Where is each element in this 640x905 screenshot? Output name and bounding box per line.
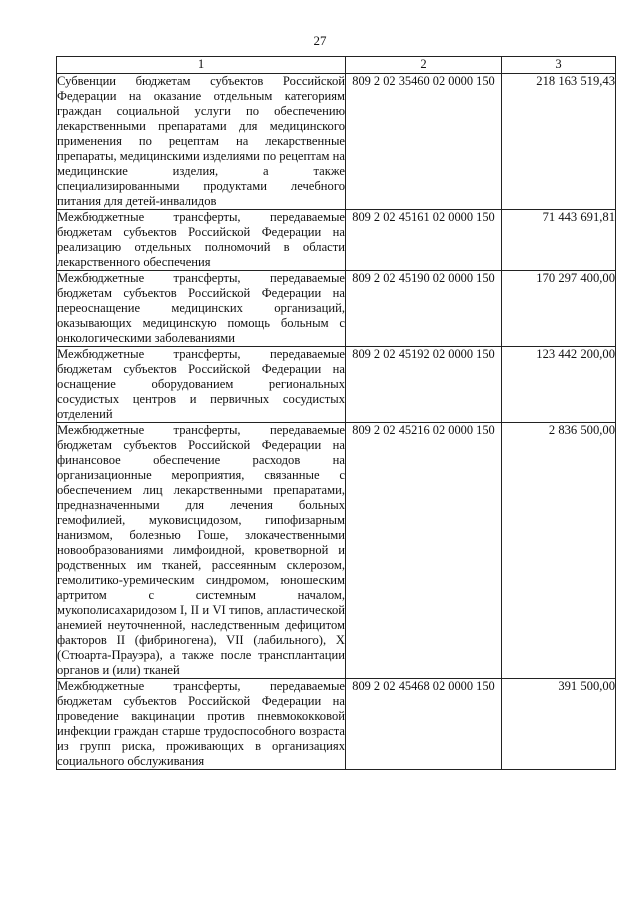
row-amount: 123 442 200,00 [502,347,616,423]
row-name: Межбюджетные трансферты, передаваемые бюджетам субъектов Российской Федерации на финансовое обеспечение расходов на организационные мероприятия, связанные с обеспечением лиц лекарственными препаратами, предназначенными для лечения больных гемофилией, муковисцидозом, гипофизарным нанизмом, болезнью Гоше, злокачественными новообразованиями лимфоидной, кроветворной и родственных им тканей, рассеянным склерозом, гемолитико-уремическим синдромом, юношеским артритом с системным началом, мукополисахаридозом I, II и VI типов, апластической анемией неуточненной, наследственным дефицитом факторов II (фибриногена), VII (лабильного), X (Стюарта-Прауэра), а также после трансплантации органов и (или) тканей [57,423,345,677]
table-row [57,423,616,679]
table-row [57,271,616,347]
table-row [57,347,616,423]
row-code: 809 2 02 45216 02 0000 150 [346,423,502,679]
row-name: Межбюджетные трансферты, передаваемые бюджетам субъектов Российской Федерации на проведение вакцинации против пневмококковой инфекции граждан старше трудоспособного возраста из групп риска, проживающих в организациях социального обслуживания [57,679,345,768]
table-row [57,74,616,210]
row-amount: 218 163 519,43 [502,74,616,210]
column-header-1: 1 [57,57,346,74]
column-header-3: 3 [502,57,616,74]
row-code: 809 2 02 45468 02 0000 150 [346,679,502,770]
row-amount: 391 500,00 [502,679,616,770]
row-amount: 170 297 400,00 [502,271,616,347]
row-code: 809 2 02 35460 02 0000 150 [346,74,502,210]
table-header-row [57,57,616,74]
row-code: 809 2 02 45161 02 0000 150 [346,210,502,271]
budget-table [56,56,616,770]
row-code: 809 2 02 45192 02 0000 150 [346,347,502,423]
row-amount: 71 443 691,81 [502,210,616,271]
table-row [57,210,616,271]
table-row [57,679,616,770]
column-header-2: 2 [346,57,502,74]
page-number: 27 [313,33,327,48]
row-name: Межбюджетные трансферты, передаваемые бюджетам субъектов Российской Федерации на переоснащение медицинских организаций, оказывающих медицинскую помощь больным с онкологическими заболеваниями [57,271,345,345]
row-name: Межбюджетные трансферты, передаваемые бюджетам субъектов Российской Федерации на оснащение оборудованием региональных сосудистых центров и первичных сосудистых отделений [57,347,345,421]
row-name: Субвенции бюджетам субъектов Российской Федерации на оказание отдельным категориям граждан социальной услуги по обеспечению лекарственными препаратами для медицинского применения по рецептам на лекарственные препараты, медицинскими изделиями по рецептам на медицинские изделия, а также специализированными продуктами лечебного питания для детей-инвалидов [57,74,345,208]
row-name: Межбюджетные трансферты, передаваемые бюджетам субъектов Российской Федерации на реализацию отдельных полномочий в области лекарственного обеспечения [57,210,345,269]
row-amount: 2 836 500,00 [502,423,616,679]
row-code: 809 2 02 45190 02 0000 150 [346,271,502,347]
